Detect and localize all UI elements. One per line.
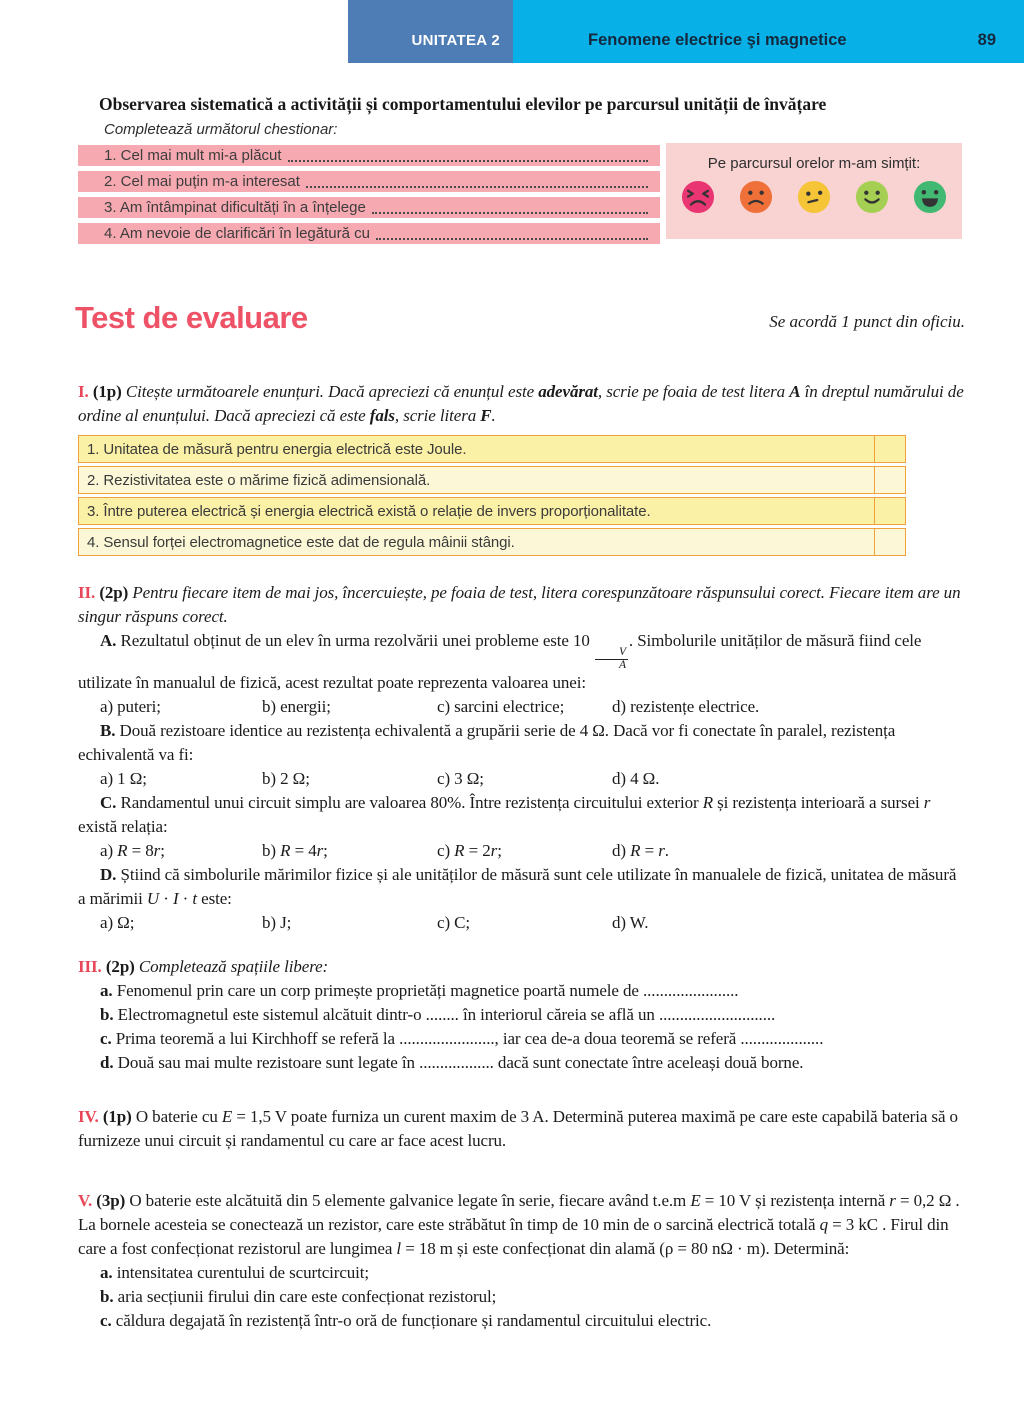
section-label: II. [78, 583, 96, 602]
leader-dots [376, 237, 648, 240]
questionnaire-row [78, 145, 660, 166]
statement-cell: 2. Rezistivitatea este o mărime fizică adimensională. [87, 471, 431, 489]
questionnaire [78, 145, 660, 249]
section-label: I. [78, 382, 89, 401]
section-ii [78, 581, 967, 935]
option-b: b) J; [262, 913, 292, 932]
unit-tab [348, 0, 513, 63]
leader-dots [372, 211, 648, 214]
option-c: c) C; [437, 913, 471, 932]
fill-item-c: c. Prima teoremă a lui Kirchhoff se referă la ......................., iar cea de-a doua teoremă se referă .................... [100, 1029, 824, 1048]
fill-item-d: d. Două sau mai multe rezistoare sunt legate în .................. dacă sunt conectate între aceleași două borne. [100, 1053, 804, 1072]
section-iii [78, 955, 967, 1075]
option-a: a) 1 Ω; [100, 769, 147, 788]
option-a: a) puteri; [100, 697, 161, 716]
questionnaire-row-label: 3. Am întâmpinat dificultăți în a înțelege [104, 199, 366, 216]
feelings-panel [666, 143, 962, 239]
unit-label: UNITATEA 2 [411, 32, 500, 49]
statement-table [78, 435, 906, 556]
questionnaire-row [78, 223, 660, 244]
test-body [78, 380, 967, 1333]
option-c: c) R = 2r; [437, 841, 502, 860]
points-badge: (2p) [99, 583, 129, 602]
leader-dots [288, 159, 648, 162]
section-iii-text: Completează spațiile libere: [138, 957, 329, 976]
item-d: D. Știind că simbolurile mărimilor fizice și ale unităților de măsură sunt cele utilizate în manualele de fizică, unitatea de măsură a mărimii U · I · t este: [78, 865, 957, 908]
options-row [78, 839, 967, 863]
table-row [78, 466, 906, 494]
option-a: a) R = 8r; [100, 841, 165, 860]
page-number: 89 [977, 31, 996, 49]
section-iii-intro [78, 955, 967, 979]
section-label: IV. [78, 1107, 99, 1126]
fraction-numerator: V [595, 647, 628, 660]
questionnaire-row-label: 4. Am nevoie de clarificări în legătură cu [104, 225, 370, 242]
option-d: d) 4 Ω. [612, 769, 660, 788]
answer-cell [874, 467, 905, 493]
section-label: III. [78, 957, 102, 976]
questionnaire-row-label: 1. Cel mai mult mi-a plăcut [104, 147, 282, 164]
answer-cell [874, 529, 905, 555]
section-i-text: Citește următoarele enunțuri. Dacă apreciezi că enunțul este adevărat, scrie pe foaia de test litera A în dreptul numărului de ordine al enunțului. Dacă apreciezi că este fals, scrie litera F. [78, 382, 964, 425]
option-b: b) 2 Ω; [262, 769, 310, 788]
option-b: b) R = 4r; [262, 841, 328, 860]
statement-cell: 1. Unitatea de măsură pentru energia electrică este Joule. [87, 440, 467, 458]
fill-item-a: a. Fenomenul prin care un corp primește proprietăți magnetice poartă numele de ....................... [100, 981, 739, 1000]
section-v-text: O baterie este alcătuită din 5 elemente galvanice legate în serie, fiecare având t.e.m E = 10 V și rezistența internă r = 0,2 Ω . La bornele acesteia se conectează un rezistor, care este străbătut în timp de 10 min de o sarcină electrică totală q = 3 kC . Firul din care a fost confecționat rezistorul are lungimea l = 18 m și este confecționat din alamă (ρ = 80 nΩ · m). Determină: [78, 1191, 960, 1258]
answer-cell [874, 436, 905, 462]
task-item-c: c. căldura degajată în rezistență într-o oră de funcționare și randamentul circuitului electric. [100, 1311, 712, 1330]
questionnaire-row-label: 2. Cel mai puțin m-a interesat [104, 173, 300, 190]
task-item-a: a. intensitatea curentului de scurtcircuit; [100, 1263, 370, 1282]
chapter-bar [513, 0, 1024, 63]
table-row [78, 497, 906, 525]
test-note: Se acordă 1 punct din oficiu. [769, 312, 965, 331]
section-ii-text: Pentru fiecare item de mai jos, încercuiește, pe foaia de test, litera corespunzătoare răspunsului corect. Fiecare item are un singur răspuns corect. [78, 583, 961, 626]
points-badge: (3p) [96, 1191, 126, 1210]
feelings-title: Pe parcursul orelor m-am simțit: [707, 155, 921, 172]
table-row [78, 528, 906, 556]
section-v-body [78, 1189, 967, 1261]
options-row [78, 767, 967, 791]
observation-title: Observarea sistematică a activității și comportamentului elevilor pe parcursul unității de învățare [99, 94, 827, 114]
answer-cell [874, 498, 905, 524]
option-c: c) sarcini electrice; [437, 697, 565, 716]
section-ii-intro [78, 581, 967, 629]
statement-cell: 3. Între puterea electrică și energia electrică există o relație de invers proporționalitate. [87, 502, 651, 520]
leader-dots [306, 185, 648, 188]
questionnaire-row [78, 171, 660, 192]
option-d: d) R = r. [612, 841, 669, 860]
option-d: d) W. [612, 913, 649, 932]
emoji-sad-icon [739, 180, 773, 214]
emoji-happy-icon [855, 180, 889, 214]
page-header [348, 0, 1024, 63]
option-a: a) Ω; [100, 913, 135, 932]
questionnaire-row [78, 197, 660, 218]
option-d: d) rezistențe electrice. [612, 697, 760, 716]
emoji-angry-icon [681, 180, 715, 214]
section-iv-body [78, 1105, 967, 1153]
table-row [78, 435, 906, 463]
item-a-text-post: . Simbolurile unităților de măsură fiind cele utilizate în manualul de fizică, acest rezultat poate reprezenta valoarea unei: [78, 631, 922, 692]
option-b: b) energii; [262, 697, 331, 716]
fill-item-b: b. Electromagnetul este sistemul alcătuit dintr-o ........ în interiorul căreia se află un ............................ [100, 1005, 776, 1024]
item-a-text-pre: A. Rezultatul obținut de un elev în urma rezolvării unei probleme este 10 [100, 631, 594, 650]
item-a [78, 629, 967, 695]
emoji-very-happy-icon [913, 180, 947, 214]
test-title: Test de evaluare [75, 300, 308, 335]
item-c: C. Randamentul unui circuit simplu are valoarea 80%. Între rezistența circuitului exterior R și rezistența interioară a sursei r există relația: [78, 793, 931, 836]
options-row [78, 695, 967, 719]
chapter-title: Fenomene electrice şi magnetice [588, 31, 847, 49]
emoji-unsure-icon [797, 180, 831, 214]
section-v [78, 1189, 967, 1333]
observation-subtitle: Completează următorul chestionar: [104, 121, 338, 138]
options-row [78, 911, 967, 935]
section-iv-text: O baterie cu E = 1,5 V poate furniza un curent maxim de 3 A. Determină puterea maximă pe care este capabilă bateria să o furnizeze unui circuit și randamentul cu care ar face acest lucru. [78, 1107, 958, 1150]
section-i-intro [78, 380, 967, 428]
statement-cell: 4. Sensul forței electromagnetice este dat de regula mâinii stângi. [87, 533, 515, 551]
option-c: c) 3 Ω; [437, 769, 484, 788]
section-iv [78, 1105, 967, 1153]
points-badge: (1p) [102, 1107, 132, 1126]
fraction-v-over-a [595, 647, 628, 671]
item-b: B. Două rezistoare identice au rezistența echivalentă a grupării serie de 4 Ω. Dacă vor fi conectate în paralel, rezistența echivalentă va fi: [78, 721, 896, 764]
section-label: V. [78, 1191, 93, 1210]
task-item-b: b. aria secțiunii firului din care este confecționat rezistorul; [100, 1287, 497, 1306]
fraction-denominator: A [618, 659, 626, 671]
points-badge: (1p) [92, 382, 122, 401]
emoji-row [666, 172, 962, 214]
points-badge: (2p) [105, 957, 135, 976]
